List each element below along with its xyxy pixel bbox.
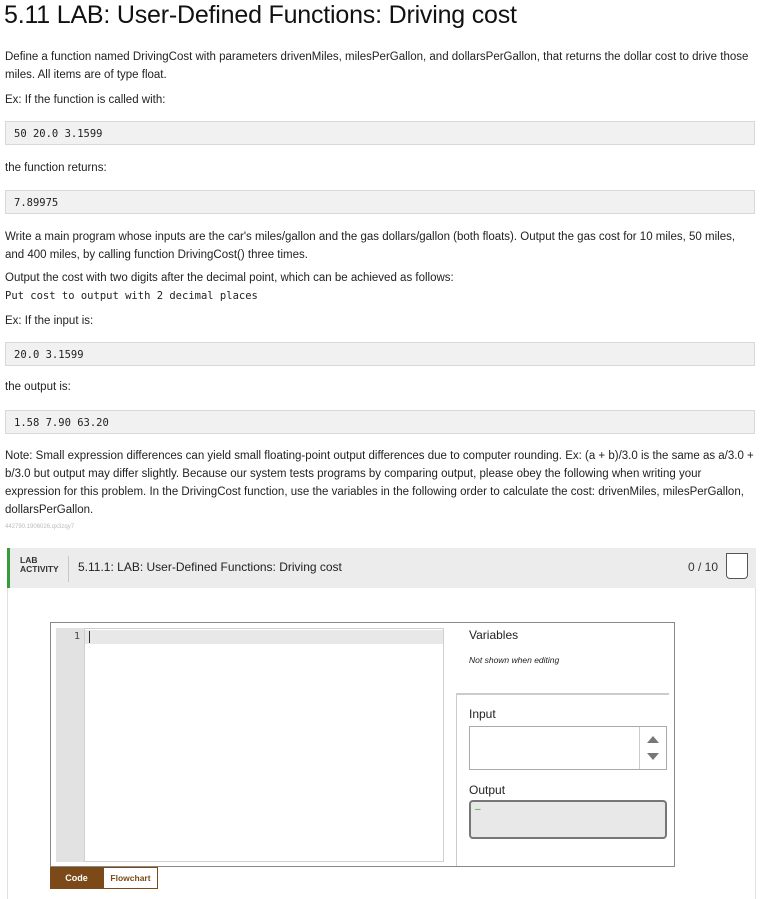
lab-tag-line2: ACTIVITY (20, 564, 59, 574)
example-call-label: Ex: If the function is called with: (5, 94, 166, 106)
divider (68, 556, 69, 582)
line-number: 1 (73, 631, 80, 642)
output-is-label: the output is: (5, 381, 71, 393)
ide-frame (50, 622, 675, 867)
output-format-code: Put cost to output with 2 decimal places (5, 290, 258, 302)
output-label: Output (469, 783, 506, 797)
arrow-down-icon[interactable] (647, 753, 659, 760)
input-label: Input (469, 707, 496, 721)
completion-badge-icon (726, 553, 748, 579)
input-textarea[interactable] (469, 726, 667, 770)
input-spinner[interactable] (639, 727, 666, 769)
output-value: – (475, 804, 481, 815)
main-program-text: Write a main program whose inputs are the car's miles/gallon and the gas dollars/gallon (both floats). Output the gas cost for 10 miles, 50 miles, and 400 miles, by calling function DrivingCost() three times. (5, 231, 736, 261)
returns-label: the function returns: (5, 162, 107, 174)
tab-flowchart[interactable]: Flowchart (103, 867, 158, 889)
intro-text: Define a function named DrivingCost with parameters drivenMiles, milesPerGallon, and dollarsPerGallon, that returns the dollar cost to drive those miles. All items are of type float. (5, 51, 749, 81)
returns-code: 7.89975 (5, 190, 755, 214)
example-output-code: 1.58 7.90 63.20 (5, 410, 755, 434)
output-format-text: Output the cost with two digits after the decimal point, which can be achieved as follows: (5, 272, 454, 284)
page-title: 5.11 LAB: User-Defined Functions: Driving cost (4, 1, 517, 29)
lab-score: 0 / 10 (688, 560, 719, 574)
output-display (469, 800, 667, 839)
lab-activity-header (7, 548, 756, 588)
variables-title: Variables (469, 628, 519, 642)
tab-code[interactable]: Code (50, 867, 103, 889)
divider (456, 693, 669, 695)
example-input-label: Ex: If the input is: (5, 315, 94, 327)
active-line (85, 630, 443, 644)
example-input-code: 20.0 3.1599 (5, 342, 755, 366)
arrow-up-icon[interactable] (647, 736, 659, 743)
text-cursor (89, 631, 90, 643)
variables-note: Not shown when editing (469, 655, 560, 665)
run-panel (456, 623, 671, 866)
note-text: Note: Small expression differences can yield small floating-point output differences due to computer rounding. Ex: (a + b)/3.0 is the same as a/3.0 + b/3.0 but output may differ slightly. Because our system tests programs by comparing output, please obey the following when writing your expression for this problem. In the DrivingCost function, use the variables in the following order to calculate the cost: drivenMiles, milesPerGallon, dollarsPerGallon. (5, 450, 754, 516)
lab-tag-line1: LAB (20, 555, 38, 565)
tracking-id: 442790.1906026.qx3zqy7 (5, 524, 75, 530)
lab-activity-title: 5.11.1: LAB: User-Defined Functions: Driving cost (78, 560, 342, 574)
code-editor[interactable] (84, 628, 444, 862)
line-gutter (56, 628, 84, 862)
lab-activity-tag (20, 556, 59, 574)
example-call-code: 50 20.0 3.1599 (5, 121, 755, 145)
divider (456, 693, 457, 866)
